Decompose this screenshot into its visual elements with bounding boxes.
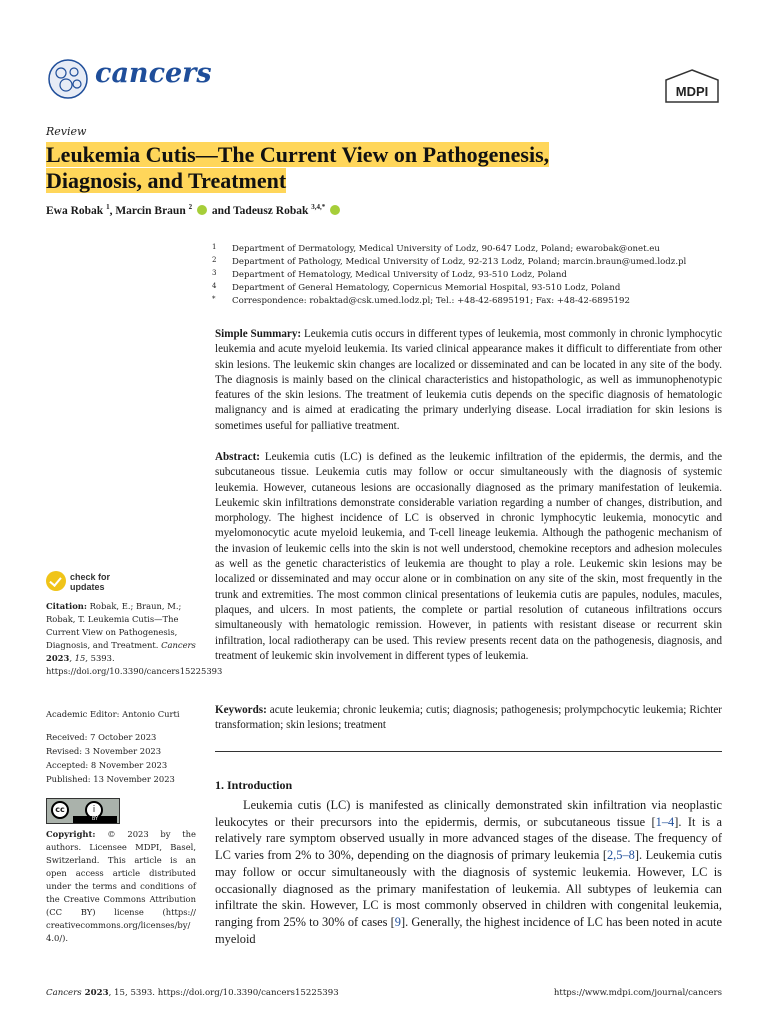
article-title — [46, 142, 726, 194]
date-revised: Revised: 3 November 2023 — [46, 746, 162, 756]
journal-name: cancers — [95, 58, 212, 89]
section-heading: 1. Introduction — [215, 778, 293, 792]
author-affil-sup: 3,4,* — [311, 203, 326, 211]
keywords-text: acute leukemia; chronic leukemia; cutis; diagnosis; pathogenesis; prolympchocytic leukemia; Richter transformation; skin lesions; treatment — [215, 704, 722, 732]
author-affil-sup: 1 — [106, 203, 110, 211]
affiliations — [210, 243, 730, 308]
section-divider — [215, 751, 722, 752]
affiliation-row: 4 Department of General Hematology, Copernicus Memorial Hospital, 93-510 Lodz, Poland — [212, 282, 621, 293]
simple-summary-label: Simple Summary: — [215, 328, 302, 340]
date-accepted: Accepted: 8 November 2023 — [46, 760, 168, 770]
author-name: Marcin Braun — [115, 204, 186, 217]
check-for-updates-button[interactable]: check for updates — [46, 571, 196, 595]
orcid-icon[interactable] — [197, 205, 207, 215]
affiliation-row: 2 Department of Pathology, Medical University of Lodz, 92-213 Lodz, Poland; marcin.braun@umed.lodz.pl — [212, 256, 687, 267]
copyright-notice: Copyright: © 2023 by the authors. Licensee MDPI, Basel, Switzerland. This article is an open access article distributed under the terms and conditions of the Creative Commons Attribution (CC BY) license (https:// creativecommons.org/licenses/by/ 4.0/). — [46, 829, 196, 943]
academic-editor: Academic Editor: Antonio Curti — [46, 709, 180, 719]
author-name: Ewa Robak — [46, 204, 104, 217]
author-list — [46, 203, 342, 217]
svg-text:MDPI: MDPI — [675, 84, 709, 99]
simple-summary — [215, 327, 722, 434]
affiliation-row: 1 Department of Dermatology, Medical University of Lodz, 90-647 Lodz, Poland; ewarobak@onet.eu — [212, 243, 660, 254]
date-published: Published: 13 November 2023 — [46, 774, 175, 784]
footer-citation: Cancers 2023, 15, 5393. https://doi.org/10.3390/cancers15225393 — [46, 988, 339, 998]
affiliation-row: * Correspondence: robaktad@csk.umed.lodz.pl; Tel.: +48-42-6895191; Fax: +48-42-6895192 — [212, 295, 630, 306]
simple-summary-text: Leukemia cutis occurs in different types of leukemia, most commonly in chronic lymphocytic leukemia and acute myeloid leukemia. Its varied clinical appearance makes it difficult to differentiate from other skin lesions. The leukemic skin changes are localized or disseminated and can be located in any site of the body. The diagnosis is mainly based on the clinical characteristics and histopathologic, as well as immunophenotypic features of the skin lesions. The treatment of leukemia cutis depends on the specific diagnosis of hematologic malignancy and is aimed at eradicating the primary underlying disease. Local irradiation for skin lesions is sometimes useful for palliative treatment. — [215, 328, 722, 432]
author-separator: , — [109, 204, 116, 217]
intro-paragraph: Leukemia cutis (LC) is manifested as clinically demonstrated skin infiltration via neoplastic leukocytes or their precursors into the epidermis, dermis, or subcutaneous tissue [1–4]. It is a relatively rare symptom observed usually in more advanced stages of the disease. The frequency of LC varies from 2% to 30%, depending on the diagnosis of primary leukemia [2,5–8]. Leukemia cutis may follow or occur simultaneously with the diagnosis of systemic leukemia. However, LC is occasionally diagnosed as the primary manifestation of leukemia. All subtypes of leukemia can infiltrate the skin. However, LC is most commonly observed in children with congenital leukemia, ranging from 25% to 30% of cases [9]. Generally, the highest incidence of LC has been noted in acute myeloid — [215, 798, 722, 946]
title-line-2: Diagnosis, and Treatment — [46, 168, 287, 193]
citation-link[interactable]: 1–4 — [655, 814, 675, 829]
abstract-text: Leukemia cutis (LC) is defined as the leukemic infiltration of the epidermis, the dermis, and the subcutaneous tissue. Leukemia cutis may follow or occur simultaneously with the diagnosis of systemic leukemia. However, cutaneous lesions are occasionally diagnosed as the primary manifestation of leukemia. Leukemic skin infiltrations demonstrate considerable variation regarding a number of changes, distribution, and morphology. The highest incidence of LC is observed in chronic lymphocytic leukemia, monocytic and myelomonocytic acute myeloid leukemia, and T-cell lineage leukemia. Although the pathogenic mechanism of the invasion of leukemic cells into the skin is not well understood, chemokine receptors and adhesion molecules as well as the genetic characteristics of leukemia are thought to play a role. Leukemic skin lesions may be localized or disseminated and may occur alone or in combination on any site of the skin, most frequently in the trunk and extremities. The most common clinical presentations of leukemia cutis are papules, nodules, macules, plaques, and ulcers. In most patients, the complete or partial resolution of cutaneous infiltrations occurs simultaneously with hematologic remission. However, in patients with resistant disease or recurrent skin infiltration, local radiotherapy can be used. This review presents recent data on the pathogenesis, diagnosis, and treatment of leukemic skin involvement in different types of leukemia. — [215, 451, 722, 662]
citation-link[interactable]: 2,5–8 — [606, 848, 635, 863]
keywords — [215, 703, 722, 734]
publisher-logo[interactable] — [663, 68, 721, 104]
keywords-label: Keywords: — [215, 704, 267, 716]
abstract-label: Abstract: — [215, 451, 260, 463]
orcid-icon[interactable] — [330, 205, 340, 215]
article-dates — [46, 730, 196, 786]
journal-logo-icon — [46, 58, 90, 100]
abstract — [215, 450, 722, 664]
citation-block: Citation: Robak, E.; Braun, M.; Robak, T. Leukemia Cutis—The Current View on Pathogenesis, Diagnosis, and Treatment. Cancers 2023, 15, 5393. https://doi.org/10.3390/cancers15225393 — [46, 601, 223, 676]
article-type: Review — [46, 125, 87, 138]
author-affil-sup: 2 — [188, 203, 193, 211]
author-separator: and — [208, 204, 234, 217]
title-line-1: Leukemia Cutis—The Current View on Pathogenesis, — [46, 142, 550, 167]
date-received: Received: 7 October 2023 — [46, 732, 157, 742]
author-name: Tadeusz Robak — [233, 204, 309, 217]
cc-by-license-icon[interactable]: cc i BY — [46, 798, 120, 824]
checkmark-icon — [46, 571, 66, 591]
citation-link[interactable]: 9 — [394, 914, 401, 929]
affiliation-row: 3 Department of Hematology, Medical University of Lodz, 93-510 Lodz, Poland — [212, 269, 567, 280]
footer-journal-url[interactable]: https://www.mdpi.com/journal/cancers — [553, 988, 722, 998]
